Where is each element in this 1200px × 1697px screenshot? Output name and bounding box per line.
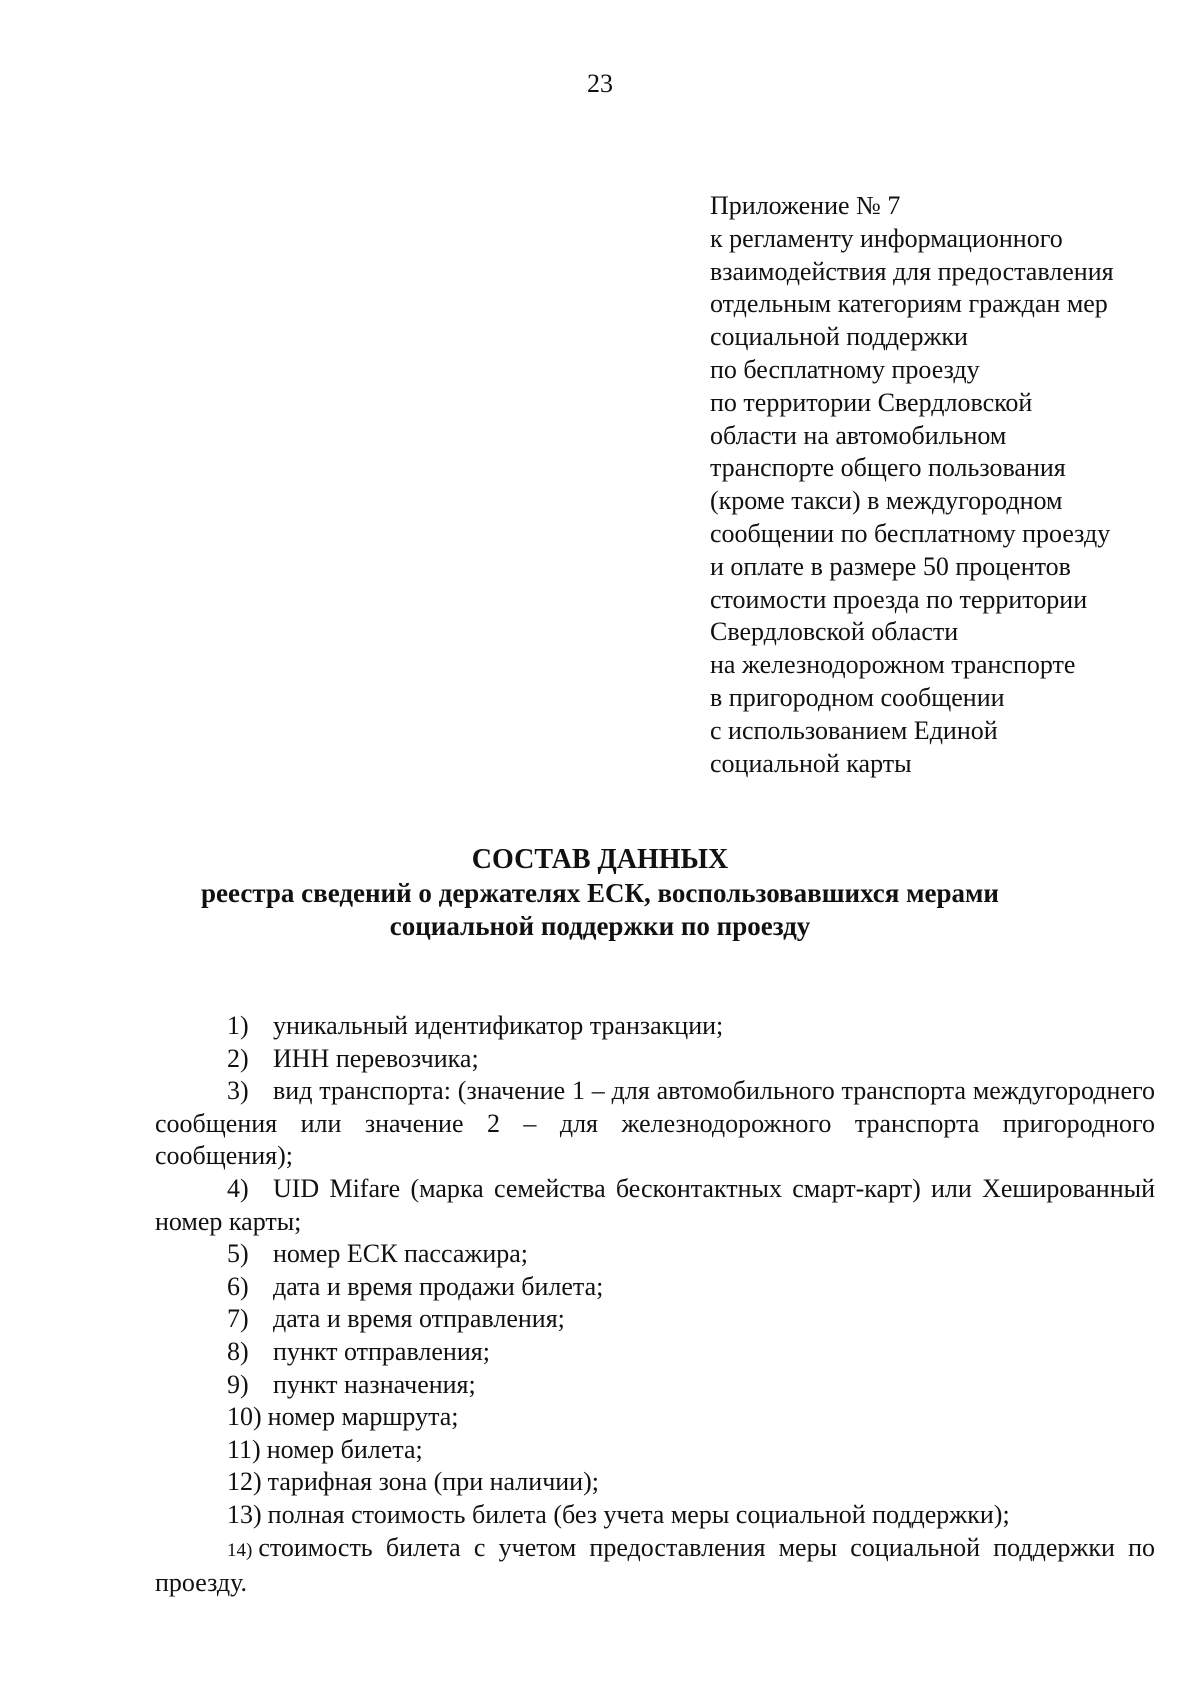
item-number: 9) xyxy=(227,1369,249,1399)
list-item xyxy=(155,1369,1155,1402)
list-item xyxy=(155,1173,1155,1238)
appendix-line: отдельным категориям граждан мер xyxy=(710,289,1108,319)
document-title-block xyxy=(0,842,1200,943)
item-number: 6) xyxy=(227,1271,249,1301)
list-item xyxy=(155,1303,1155,1336)
appendix-line: к регламенту информационного xyxy=(710,223,1063,253)
document-subtitle-line: социальной поддержки по проезду xyxy=(389,911,811,941)
list-item xyxy=(155,1043,1155,1076)
list-item xyxy=(155,1532,1155,1600)
item-text: уникальный идентификатор транзакции; xyxy=(273,1011,724,1040)
list-item xyxy=(155,1499,1155,1532)
appendix-line: социальной карты xyxy=(710,748,912,778)
list-item xyxy=(155,1238,1155,1271)
item-number: 11) xyxy=(227,1434,261,1464)
item-number: 4) xyxy=(227,1173,249,1203)
list-item xyxy=(155,1075,1155,1173)
item-number: 5) xyxy=(227,1239,249,1269)
appendix-line: Свердловской области xyxy=(710,617,959,647)
appendix-line: стоимости проезда по территории xyxy=(710,584,1088,614)
item-number: 8) xyxy=(227,1336,249,1366)
appendix-line: Приложение № 7 xyxy=(710,191,901,220)
item-text: дата и время продажи билета; xyxy=(273,1271,604,1301)
document-title: СОСТАВ ДАННЫХ xyxy=(471,844,729,875)
item-text: пункт отправления; xyxy=(273,1336,490,1366)
appendix-header xyxy=(710,190,1180,780)
appendix-line: по территории Свердловской xyxy=(710,387,1033,417)
list-item xyxy=(155,1466,1155,1499)
appendix-line: (кроме такси) в междугородном xyxy=(710,486,1063,516)
list-item xyxy=(155,1336,1155,1369)
item-number: 13) xyxy=(227,1499,262,1529)
item-text: вид транспорта: (значение 1 – для автомобильного транспорта междугороднего сообщения или значение 2 – для железнодорожного транспорта пригородного сообщения); xyxy=(155,1076,1155,1171)
item-number: 12) xyxy=(227,1467,262,1497)
item-text: номер ЕСК пассажира; xyxy=(273,1239,529,1269)
item-number: 7) xyxy=(227,1304,249,1334)
item-text: тарифная зона (при наличии); xyxy=(267,1467,599,1497)
item-number: 14) xyxy=(227,1539,253,1561)
item-text: номер билета; xyxy=(266,1434,423,1464)
appendix-line: сообщении по бесплатному проезду xyxy=(710,518,1111,548)
item-text: пункт назначения; xyxy=(273,1369,476,1399)
item-number: 10) xyxy=(227,1402,262,1432)
item-number: 3) xyxy=(227,1076,249,1106)
list-item xyxy=(155,1271,1155,1304)
item-text: стоимость билета с учетом предоставления меры социальной поддержки по проезду. xyxy=(155,1532,1155,1598)
item-text: дата и время отправления; xyxy=(273,1304,565,1334)
appendix-line: социальной поддержки xyxy=(710,322,968,352)
data-items-list xyxy=(155,1010,1155,1600)
appendix-line: транспорте общего пользования xyxy=(710,453,1066,483)
list-item xyxy=(155,1010,1155,1043)
item-text: ИНН перевозчика; xyxy=(273,1043,479,1073)
item-text: UID Mifare (марка семейства бесконтактных смарт-карт) или Хешированный номер карты; xyxy=(155,1173,1155,1236)
appendix-line: по бесплатному проезду xyxy=(710,354,980,384)
item-number: 2) xyxy=(227,1043,249,1073)
item-number: 1) xyxy=(227,1011,249,1040)
document-subtitle-line: реестра сведений о держателях ЕСК, воспользовавшихся мерами xyxy=(201,878,999,908)
page-number: 23 xyxy=(587,69,613,98)
appendix-line: с использованием Единой xyxy=(710,715,998,745)
appendix-line: в пригородном сообщении xyxy=(710,682,1005,712)
appendix-line: и оплате в размере 50 процентов xyxy=(710,551,1071,581)
appendix-line: взаимодействия для предоставления xyxy=(710,256,1114,286)
appendix-line: на железнодорожном транспорте xyxy=(710,650,1076,680)
item-text: номер маршрута; xyxy=(267,1402,459,1432)
item-text: полная стоимость билета (без учета меры социальной поддержки); xyxy=(267,1499,1010,1529)
list-item xyxy=(155,1434,1155,1467)
list-item xyxy=(155,1401,1155,1434)
appendix-line: области на автомобильном xyxy=(710,420,1007,450)
